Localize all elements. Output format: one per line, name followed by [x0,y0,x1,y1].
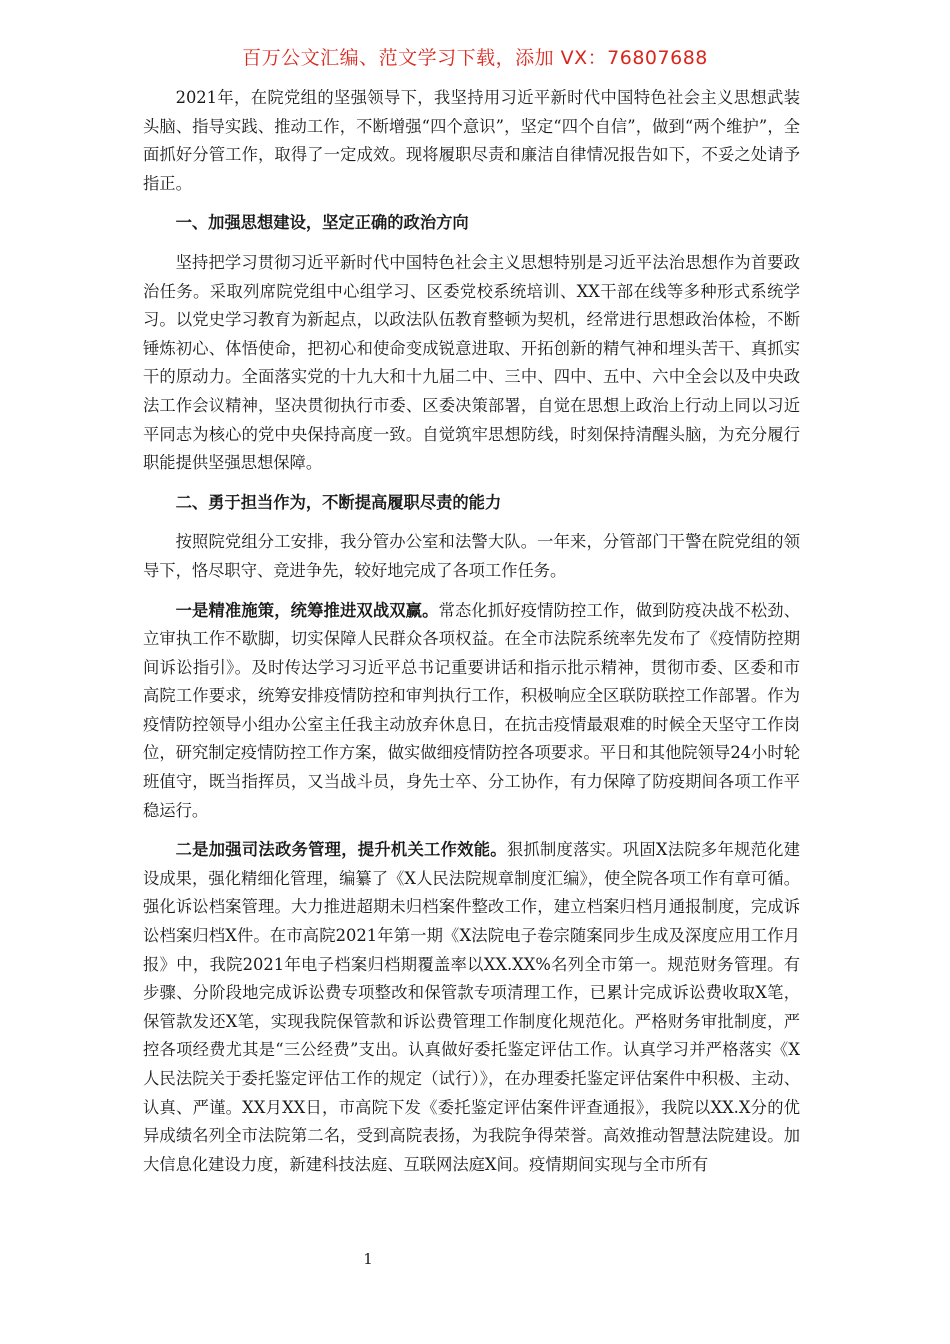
intro-paragraph: 2021年，在院党组的坚强领导下，我坚持用习近平新时代中国特色社会主义思想武装头脑、指导实践、推动工作，不断增强“四个意识”，坚定“四个自信”，做到“两个维护”，全面抓好分管工作，取得了一定成效。现将履职尽责和廉洁自律情况报告如下，不妥之处请予指正。 [143,88,800,193]
section-2-heading: 二、勇于担当作为，不断提高履职尽责的能力 [175,492,502,512]
section-2-intro-paragraph: 按照院党组分工安排，我分管办公室和法警大队。一年来，分管部门干警在院党组的领导下，恪尽职守、竞进争先，较好地完成了各项工作任务。 [143,532,800,580]
promo-banner: 百万公文汇编、范文学习下载，添加 VX：76807688 [242,47,708,69]
item-2-paragraph [143,836,800,1179]
item-1-lead: 一是精准施策，统筹推进双战双赢。 [175,600,439,620]
item-2-lead: 二是加强司法政务管理，提升机关工作效能。 [175,840,507,860]
item-2-body: 狠抓制度落实。巩固X法院多年规范化建设成果，强化精细化管理，编纂了《X人民法院规章制度汇编》，使全院各项工作有章可循。强化诉讼档案管理。大力推进超期未归档案件整改工作，建立档案归档月通报制度，完成诉讼档案归档X件。在市高院2021年第一期《X法院电子卷宗随案同步生成及深度应用工作月报》中，我院2021年电子档案归档期覆盖率以XX.XX%名列全市第一。规范财务管理。有步骤、分阶段地完成诉讼费专项整改和保管款专项清理工作，已累计完成诉讼费收取X笔，保管款发还X笔，实现我院保管款和诉讼费管理工作制度化规范化。严格财务审批制度，严控各项经费尤其是“三公经费”支出。认真做好委托鉴定评估工作。认真学习并严格落实《X人民法院关于委托鉴定评估工作的规定（试行）》，在办理委托鉴定评估案件中积极、主动、认真、严谨。XX月XX日，市高院下发《委托鉴定评估案件评查通报》，我院以XX.X分的优异成绩名列全市法院第二名，受到高院表扬，为我院争得荣誉。高效推动智慧法院建设。加大信息化建设力度，新建科技法庭、互联网法庭X间。疫情期间实现与全市所有 [143,840,800,1174]
section-1-paragraph: 坚持把学习贯彻习近平新时代中国特色社会主义思想特别是习近平法治思想作为首要政治任务。采取列席院党组中心组学习、区委党校系统培训、XX干部在线等多种形式系统学习。以党史学习教育为新起点，以政法队伍教育整顿为契机，经常进行思想政治体检，不断锤炼初心、体悟使命，把初心和使命变成锐意进取、开拓创新的精气神和埋头苦干、真抓实干的原动力。全面落实党的十九大和十九届二中、三中、四中、五中、六中全会以及中央政法工作会议精神，坚决贯彻执行市委、区委决策部署，自觉在思想上政治上行动上同以习近平同志为核心的党中央保持高度一致。自觉筑牢思想防线，时刻保持清醒头脑，为充分履行职能提供坚强思想保障。 [143,252,800,473]
item-1-paragraph [143,597,800,826]
page-number: 1 [363,1250,373,1268]
report-body [143,84,800,1190]
section-1-heading: 一、加强思想建设，坚定正确的政治方向 [175,213,469,233]
item-1-body: 常态化抓好疫情防控工作，做到防疫决战不松劲、立审执工作不歇脚，切实保障人民群众各项权益。在全市法院系统率先发布了《疫情防控期间诉讼指引》。及时传达学习习近平总书记重要讲话和指示批示精神，贯彻市委、区委和市高院工作要求，统筹安排疫情防控和审判执行工作，积极响应全区联防联控工作部署。作为疫情防控领导小组办公室主任我主动放弃休息日，在抗击疫情最艰难的时候全天坚守工作岗位，研究制定疫情防控工作方案，做实做细疫情防控各项要求。平日和其他院领导24小时轮班值守，既当指挥员，又当战斗员，身先士卒、分工协作，有力保障了防疫期间各项工作平稳运行。 [143,600,800,820]
